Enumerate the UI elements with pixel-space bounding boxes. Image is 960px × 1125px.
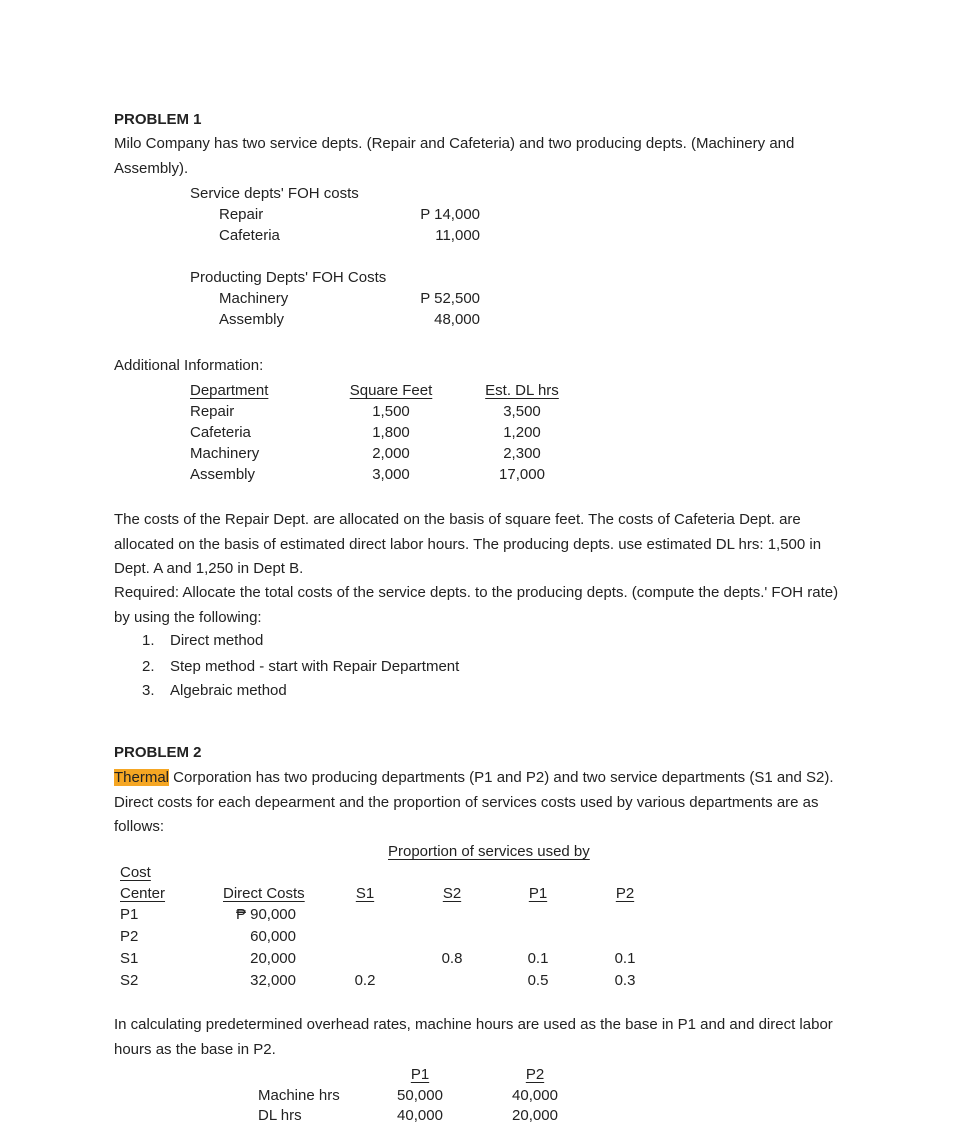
dept-name: Assembly bbox=[190, 466, 256, 483]
header-s2: S2 bbox=[442, 885, 462, 902]
problem1-heading: PROBLEM 1 bbox=[114, 111, 202, 128]
allocation-paragraph: The costs of the Repair Dept. are allocated on the basis of square feet. The costs of Cafeteria Dept. are allocated on the basis of estimated direct labor hours. The producing depts. use estimated DL hrs: 1,500 in Dept. A and 1,250 in Dept B. bbox=[114, 511, 822, 577]
direct-cost: 32,000 bbox=[250, 972, 296, 989]
proportion-p1: 0.5 bbox=[527, 972, 549, 989]
dept-sqft: 2,000 bbox=[372, 445, 410, 462]
dept-sqft: 3,000 bbox=[372, 466, 410, 483]
method-number: 3. bbox=[142, 682, 155, 699]
producing-label: Machinery bbox=[219, 290, 289, 307]
hours-p1: 50,000 bbox=[397, 1087, 443, 1104]
cost-center: P2 bbox=[120, 928, 139, 945]
service-label: Repair bbox=[219, 206, 264, 223]
hours-header-p1: P1 bbox=[410, 1066, 430, 1083]
cost-center: S1 bbox=[120, 950, 139, 967]
producing-value: 48,000 bbox=[434, 311, 480, 328]
cost-center: P1 bbox=[120, 906, 139, 923]
proportion-header: Proportion of services used by bbox=[388, 843, 590, 860]
header-direct-costs: Direct Costs bbox=[223, 885, 305, 902]
required-paragraph: Required: Allocate the total costs of the service depts. to the producing depts. (compute the depts.' FOH rate) by using the following: bbox=[114, 584, 839, 626]
header-square-feet: Square Feet bbox=[349, 382, 433, 399]
method-text: Direct method bbox=[170, 632, 264, 649]
proportion-p1: 0.1 bbox=[527, 950, 549, 967]
header-p1: P1 bbox=[528, 885, 548, 902]
hours-p2: 40,000 bbox=[512, 1087, 558, 1104]
service-label: Cafeteria bbox=[219, 227, 280, 244]
header-cost: Cost bbox=[120, 864, 151, 881]
header-est-dl-hrs: Est. DL hrs bbox=[485, 382, 559, 399]
dept-sqft: 1,800 bbox=[372, 424, 410, 441]
proportion-s2: 0.8 bbox=[441, 950, 463, 967]
problem2-intro-text: Corporation has two producing departments (P1 and P2) and two service departments (S1 and S2). Direct costs for each depearment and the proportion of services costs used by various departments are as follows: bbox=[114, 769, 834, 835]
method-number: 2. bbox=[142, 658, 155, 675]
proportion-p2: 0.1 bbox=[614, 950, 636, 967]
method-number: 1. bbox=[142, 632, 155, 649]
proportion-p2: 0.3 bbox=[614, 972, 636, 989]
dept-dl: 17,000 bbox=[499, 466, 545, 483]
producing-header: Producting Depts' FOH Costs bbox=[190, 269, 387, 286]
method-text: Algebraic method bbox=[170, 682, 287, 699]
direct-cost: 20,000 bbox=[250, 950, 296, 967]
dept-name: Machinery bbox=[190, 445, 260, 462]
direct-cost: ₱ 90,000 bbox=[235, 906, 296, 923]
hours-p2: 20,000 bbox=[512, 1107, 558, 1124]
direct-cost: 60,000 bbox=[250, 928, 296, 945]
dept-name: Repair bbox=[190, 403, 235, 420]
service-value: P 14,000 bbox=[420, 206, 480, 223]
problem2-heading: PROBLEM 2 bbox=[114, 744, 202, 761]
header-s1: S1 bbox=[355, 885, 375, 902]
proportion-s1: 0.2 bbox=[354, 972, 376, 989]
producing-value: P 52,500 bbox=[420, 290, 480, 307]
dept-dl: 1,200 bbox=[503, 424, 541, 441]
header-department: Department bbox=[190, 382, 269, 399]
producing-label: Assembly bbox=[219, 311, 285, 328]
hours-label: Machine hrs bbox=[258, 1087, 340, 1104]
header-p2: P2 bbox=[615, 885, 635, 902]
method-text: Step method - start with Repair Department bbox=[170, 658, 460, 675]
service-header: Service depts' FOH costs bbox=[190, 185, 359, 202]
cost-center: S2 bbox=[120, 972, 139, 989]
hours-label: DL hrs bbox=[258, 1107, 302, 1124]
dept-dl: 3,500 bbox=[503, 403, 541, 420]
overhead-paragraph: In calculating predetermined overhead rates, machine hours are used as the base in P1 and and direct labor hours as the base in P2. bbox=[114, 1016, 833, 1058]
problem2-intro bbox=[114, 766, 854, 840]
additional-info-label: Additional Information: bbox=[114, 357, 264, 374]
dept-dl: 2,300 bbox=[503, 445, 541, 462]
dept-sqft: 1,500 bbox=[372, 403, 410, 420]
highlighted-word: Thermal bbox=[114, 769, 170, 786]
dept-name: Cafeteria bbox=[190, 424, 251, 441]
hours-p1: 40,000 bbox=[397, 1107, 443, 1124]
problem1-intro: Milo Company has two service depts. (Repair and Cafeteria) and two producing depts. (Machinery and Assembly). bbox=[114, 135, 795, 177]
service-value: 11,000 bbox=[435, 227, 480, 244]
header-center: Center bbox=[120, 885, 166, 902]
hours-header-p2: P2 bbox=[525, 1066, 545, 1083]
